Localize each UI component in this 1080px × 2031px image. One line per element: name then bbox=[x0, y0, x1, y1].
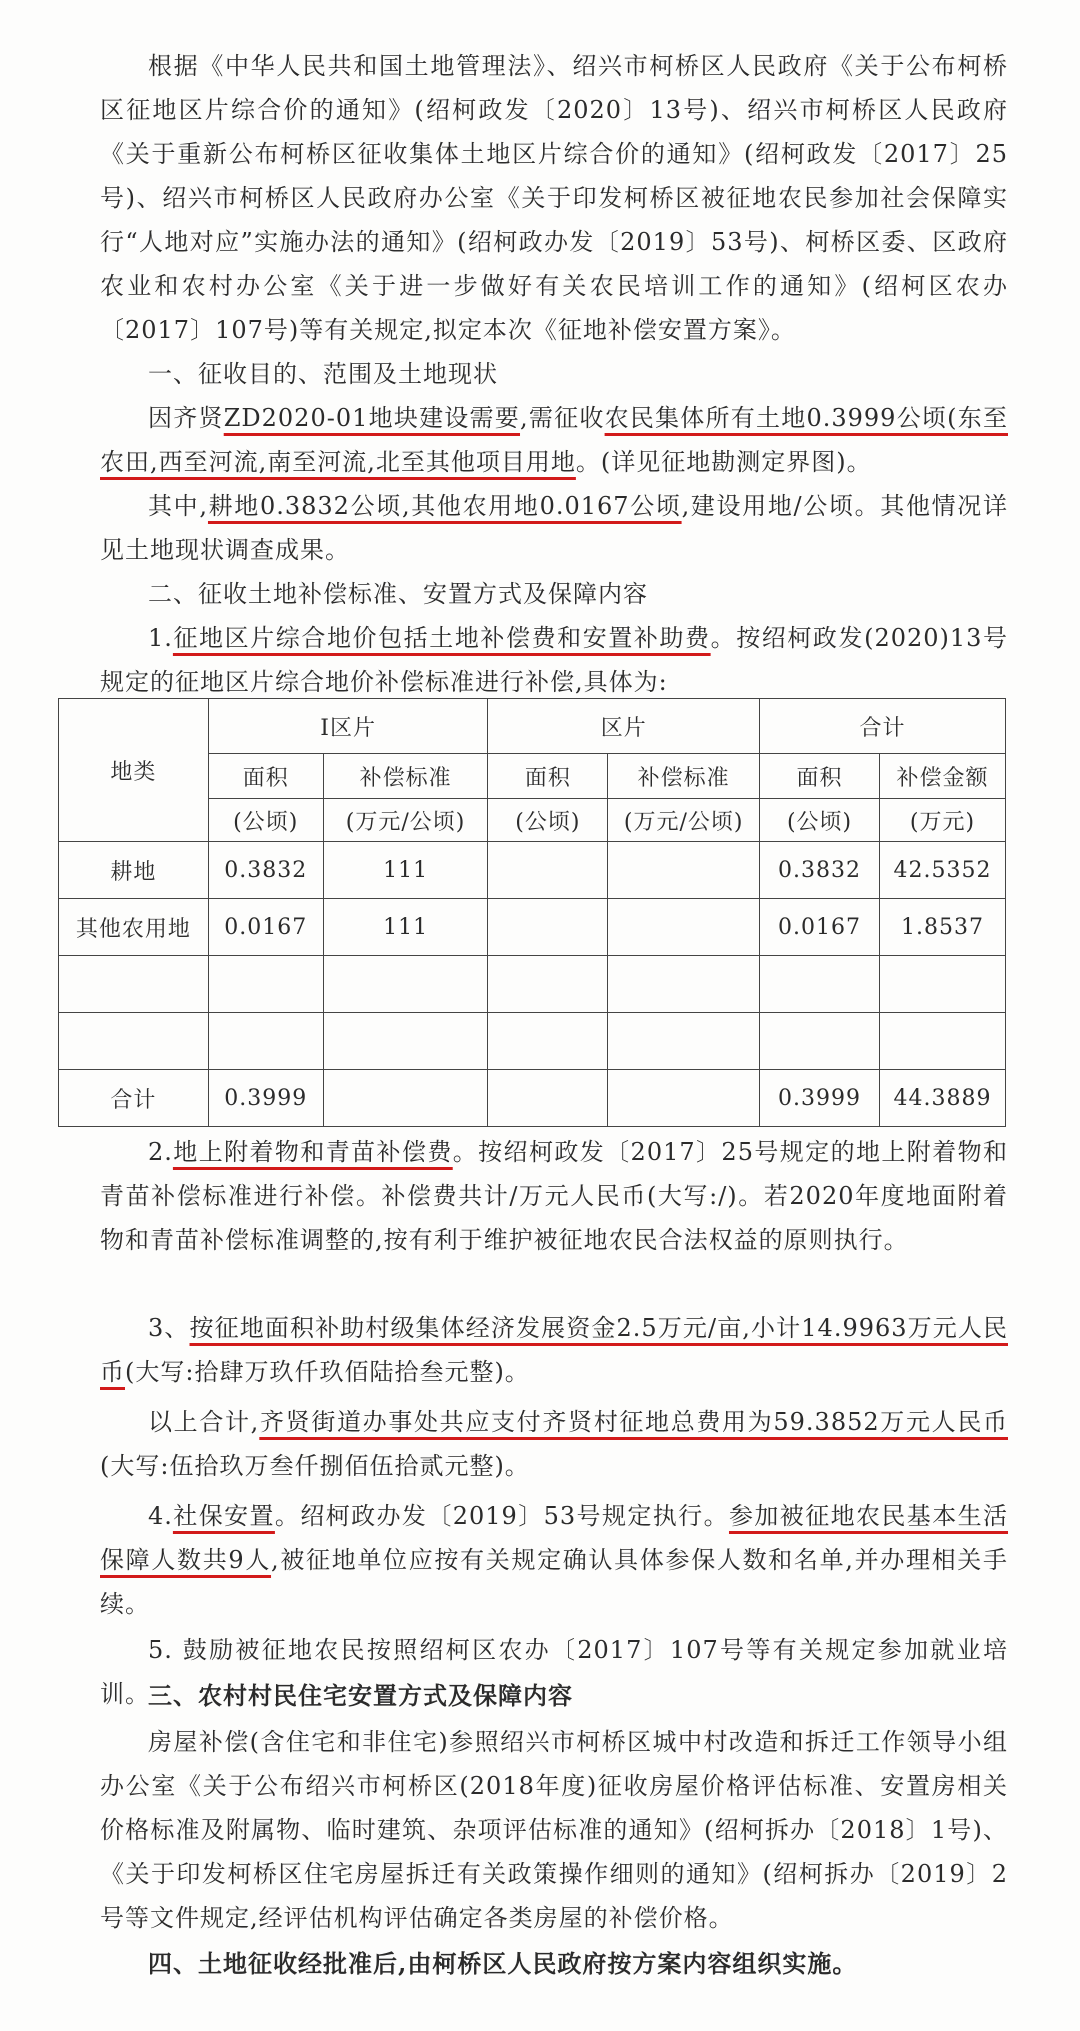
table-row bbox=[59, 956, 1006, 1013]
cell-total-area bbox=[760, 1013, 880, 1070]
underlined-text: 按征地面积补助村级集体经济发展资金2.5万元/亩,小计14.9963万元人民币 bbox=[100, 1314, 1008, 1386]
text-run: 因齐贤 bbox=[148, 404, 224, 432]
compensation-paragraph-3 bbox=[100, 1306, 1008, 1394]
cell-z1-area: 0.3999 bbox=[208, 1070, 323, 1127]
cell-landtype: 其他农用地 bbox=[59, 899, 209, 956]
header-amount-unit: (万元) bbox=[880, 799, 1006, 842]
text-run: 。按绍柯政发(2020)13号规定的征地区片综合地价补偿标准进行补偿,具体为: bbox=[100, 624, 1009, 696]
table-row bbox=[59, 842, 1006, 899]
header-standard: 补偿标准 bbox=[608, 754, 760, 799]
text-run: 其中, bbox=[148, 492, 208, 520]
header-total: 合计 bbox=[760, 699, 1006, 754]
text-run: 以上合计, bbox=[148, 1408, 260, 1436]
underlined-text: 参加被征地农民基本生活保障人数共9人 bbox=[100, 1502, 1009, 1574]
section-heading-2: 二、征收土地补偿标准、安置方式及保障内容 bbox=[148, 580, 648, 608]
underlined-text: 耕地0.3832公顷,其他农用地0.0167公顷 bbox=[207, 492, 682, 520]
cell-total-amount: 42.5352 bbox=[880, 842, 1006, 899]
text-run: 。(详见征地勘测定界图)。 bbox=[575, 448, 872, 476]
cell-total-area: 0.0167 bbox=[760, 899, 880, 956]
header-zone-2: 区片 bbox=[488, 699, 760, 754]
cell-total-area: 0.3999 bbox=[760, 1070, 880, 1127]
cell-z1-area: 0.3832 bbox=[208, 842, 323, 899]
cell-landtype bbox=[59, 1013, 209, 1070]
underlined-text: ZD2020-01地块建设需要 bbox=[223, 404, 521, 432]
header-standard: 补偿标准 bbox=[323, 754, 488, 799]
cell-total-amount bbox=[880, 956, 1006, 1013]
cell-z2-standard bbox=[608, 899, 760, 956]
text-run: 4. bbox=[148, 1502, 173, 1530]
cell-total-area bbox=[760, 956, 880, 1013]
compensation-table bbox=[58, 698, 1006, 1127]
cell-z1-standard: 111 bbox=[323, 842, 488, 899]
cell-z2-area bbox=[488, 899, 608, 956]
purpose-paragraph bbox=[100, 396, 1008, 484]
training-paragraph: 5. 鼓励被征地农民按照绍柯区农办〔2017〕107号等有关规定参加就业培训。 bbox=[100, 1636, 1008, 1708]
text-run: ,需征收 bbox=[520, 404, 605, 432]
header-landtype: 地类 bbox=[59, 699, 209, 842]
cell-z2-area bbox=[488, 1013, 608, 1070]
text-run: 1. bbox=[148, 624, 173, 652]
header-amount: 补偿金额 bbox=[880, 754, 1006, 799]
cell-z2-standard bbox=[608, 956, 760, 1013]
underlined-text: 社保安置 bbox=[172, 1502, 275, 1530]
section-heading-1: 一、征收目的、范围及土地现状 bbox=[148, 360, 498, 388]
header-area: 面积 bbox=[488, 754, 608, 799]
compensation-paragraph-2 bbox=[100, 1130, 1008, 1262]
housing-paragraph: 房屋补偿(含住宅和非住宅)参照绍兴市柯桥区城中村改造和拆迁工作领导小组办公室《关于公布绍兴市柯桥区(2018年度)征收房屋价格评估标准、安置房相关价格标准及附属物、临时建筑、杂项评估标准的通知》(绍柯拆办〔2018〕1号)、《关于印发柯桥区住宅房屋拆迁有关政策操作细则的通知》(绍柯拆办〔2019〕2号等文件规定,经评估机构评估确定各类房屋的补偿价格。 bbox=[100, 1728, 1008, 1932]
text-run: 。绍柯政办发〔2019〕53号规定执行。 bbox=[274, 1502, 729, 1530]
cell-z2-area bbox=[488, 1070, 608, 1127]
header-zone-1: I区片 bbox=[208, 699, 488, 754]
section-heading-3: 三、农村村民住宅安置方式及保障内容 bbox=[148, 1681, 573, 1710]
underlined-text: 农民集体所有土地0.3999公顷(东至农田,西至河流,南至河流,北至其他项目用地 bbox=[100, 404, 1008, 476]
cell-z2-area bbox=[488, 956, 608, 1013]
text-run: (大写:拾肆万玖仟玖佰陆拾叁元整)。 bbox=[125, 1358, 530, 1386]
cell-total-amount bbox=[880, 1013, 1006, 1070]
cell-z1-standard: 111 bbox=[323, 899, 488, 956]
text-run: ,被征地单位应按有关规定确认具体参保人数和名单,并办理相关手续。 bbox=[100, 1546, 1008, 1618]
text-run: (大写:伍拾玖万叁仟捌佰伍拾贰元整)。 bbox=[100, 1452, 530, 1480]
cell-z2-standard bbox=[608, 1013, 760, 1070]
intro-paragraph: 根据《中华人民共和国土地管理法》、绍兴市柯桥区人民政府《关于公布柯桥区征地区片综合价的通知》(绍柯政发〔2020〕13号)、绍兴市柯桥区人民政府《关于重新公布柯桥区征收集体土地区片综合价的通知》(绍柯政发〔2017〕25号)、绍兴市柯桥区人民政府办公室《关于印发柯桥区被征地农民参加社会保障实行“人地对应”实施办法的通知》(绍柯政办发〔2019〕53号)、柯桥区委、区政府农业和农村办公室《关于进一步做好有关农民培训工作的通知》(绍柯区农办〔2017〕107号)等有关规定,拟定本次《征地补偿安置方案》。 bbox=[100, 52, 1008, 344]
underlined-text: 征地区片综合地价包括土地补偿费和安置补助费 bbox=[172, 624, 711, 652]
cell-landtype: 耕地 bbox=[59, 842, 209, 899]
text-run: 2. bbox=[148, 1138, 173, 1166]
text-run: 。按绍柯政发〔2017〕25号规定的地上附着物和青苗补偿标准进行补偿。补偿费共计/万元人民币(大写:/)。若2020年度地面附着物和青苗补偿标准调整的,按有利于维护被征地农民合法权益的原则执行。 bbox=[100, 1138, 1008, 1254]
cell-total-amount: 1.8537 bbox=[880, 899, 1006, 956]
cell-landtype bbox=[59, 956, 209, 1013]
cell-total-area: 0.3832 bbox=[760, 842, 880, 899]
table-row bbox=[59, 899, 1006, 956]
text-run: ,建设用地/公顷。其他情况详见土地现状调查成果。 bbox=[100, 492, 1008, 564]
header-area: 面积 bbox=[208, 754, 323, 799]
cell-z1-standard bbox=[323, 1013, 488, 1070]
text-run: 3、 bbox=[148, 1314, 190, 1342]
table-row bbox=[59, 1013, 1006, 1070]
header-area-unit: (公顷) bbox=[760, 799, 880, 842]
header-standard-unit: (万元/公顷) bbox=[323, 799, 488, 842]
underlined-text: 地上附着物和青苗补偿费 bbox=[172, 1138, 453, 1166]
cell-z2-standard bbox=[608, 1070, 760, 1127]
cell-z1-standard bbox=[323, 1070, 488, 1127]
cell-landtype: 合计 bbox=[59, 1070, 209, 1127]
section-heading-4: 四、土地征收经批准后,由柯桥区人民政府按方案内容组织实施。 bbox=[148, 1949, 858, 1978]
cell-total-amount: 44.3889 bbox=[880, 1070, 1006, 1127]
cell-z1-standard bbox=[323, 956, 488, 1013]
underlined-text: 齐贤街道办事处共应支付齐贤村征地总费用为59.3852万元人民币 bbox=[259, 1408, 1008, 1436]
total-paragraph bbox=[100, 1400, 1008, 1488]
header-standard-unit: (万元/公顷) bbox=[608, 799, 760, 842]
table-row-total bbox=[59, 1070, 1006, 1127]
cell-z2-area bbox=[488, 842, 608, 899]
social-security-paragraph bbox=[100, 1494, 1008, 1626]
cell-z1-area bbox=[208, 956, 323, 1013]
cell-z1-area: 0.0167 bbox=[208, 899, 323, 956]
land-status-paragraph bbox=[100, 484, 1008, 572]
header-area-unit: (公顷) bbox=[488, 799, 608, 842]
header-area: 面积 bbox=[760, 754, 880, 799]
header-area-unit: (公顷) bbox=[208, 799, 323, 842]
cell-z1-area bbox=[208, 1013, 323, 1070]
cell-z2-standard bbox=[608, 842, 760, 899]
compensation-paragraph-1 bbox=[100, 616, 1008, 704]
